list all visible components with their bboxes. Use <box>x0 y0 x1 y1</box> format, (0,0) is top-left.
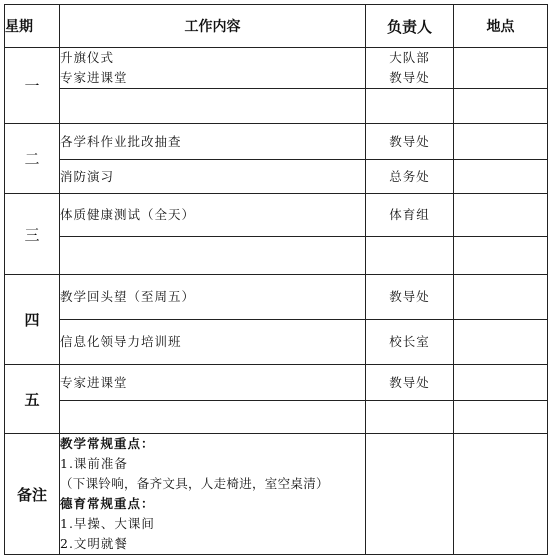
table-row <box>5 275 548 320</box>
work-cell <box>60 320 366 365</box>
remarks-row <box>5 434 548 555</box>
location-cell <box>454 160 548 194</box>
work-cell <box>60 401 366 434</box>
day-cell-fri: 五 <box>5 365 60 434</box>
work-cell <box>60 48 366 89</box>
remarks-line: 1.早操、大课间 <box>60 516 155 531</box>
remarks-heading-teaching: 教学常规重点： <box>60 436 155 451</box>
work-cell <box>60 124 366 160</box>
work-item: 升旗仪式 <box>60 50 115 65</box>
weekly-schedule-table <box>4 4 548 555</box>
responsible-item: 教导处 <box>389 70 430 85</box>
work-cell <box>60 194 366 237</box>
responsible-item: 体育组 <box>389 207 430 222</box>
responsible-item: 总务处 <box>389 168 430 184</box>
header-responsible: 负责人 <box>366 5 454 48</box>
table-row <box>5 160 548 194</box>
location-cell <box>454 320 548 365</box>
responsible-cell <box>366 237 454 275</box>
remarks-line: （下课铃响，备齐文具，人走椅进，室空桌清） <box>60 476 329 491</box>
location-cell <box>454 275 548 320</box>
location-cell <box>454 401 548 434</box>
work-cell <box>60 275 366 320</box>
responsible-cell <box>366 124 454 160</box>
location-cell <box>454 434 548 555</box>
table-row <box>5 194 548 237</box>
work-item: 各学科作业批改抽查 <box>60 133 182 149</box>
remarks-line: 2.文明就餐 <box>60 536 128 551</box>
work-cell <box>60 89 366 124</box>
location-cell <box>454 237 548 275</box>
work-item: 专家进课堂 <box>60 70 128 85</box>
header-location: 地点 <box>454 5 548 48</box>
day-cell-tue: 二 <box>5 124 60 194</box>
remarks-content <box>60 434 366 555</box>
table-row <box>5 237 548 275</box>
responsible-item: 校长室 <box>389 334 430 349</box>
table-row <box>5 89 548 124</box>
work-cell <box>60 365 366 401</box>
header-row <box>5 5 548 48</box>
day-cell-wed: 三 <box>5 194 60 275</box>
table-row <box>5 124 548 160</box>
day-cell-mon: 一 <box>5 48 60 124</box>
header-day: 星期 <box>5 5 60 48</box>
responsible-item: 教导处 <box>389 289 430 304</box>
day-cell-thu: 四 <box>5 275 60 365</box>
location-cell <box>454 194 548 237</box>
responsible-cell <box>366 89 454 124</box>
work-cell <box>60 237 366 275</box>
work-item: 信息化领导力培训班 <box>60 334 182 349</box>
work-item: 消防演习 <box>60 168 115 184</box>
responsible-item: 教导处 <box>389 133 430 149</box>
location-cell <box>454 89 548 124</box>
responsible-cell <box>366 160 454 194</box>
responsible-cell <box>366 320 454 365</box>
header-work-content: 工作内容 <box>60 5 366 48</box>
work-item: 教学回头望（至周五） <box>60 289 196 304</box>
responsible-cell <box>366 48 454 89</box>
responsible-cell <box>366 401 454 434</box>
remarks-line: 1.课前准备 <box>60 456 128 471</box>
responsible-cell <box>366 275 454 320</box>
responsible-cell <box>366 434 454 555</box>
work-item: 专家进课堂 <box>60 374 128 390</box>
work-item: 体质健康测试（全天） <box>60 207 196 222</box>
table-row <box>5 401 548 434</box>
table-row <box>5 320 548 365</box>
table-row <box>5 365 548 401</box>
location-cell <box>454 124 548 160</box>
responsible-item: 大队部 <box>389 50 430 65</box>
table-row <box>5 48 548 89</box>
location-cell <box>454 365 548 401</box>
location-cell <box>454 48 548 89</box>
remarks-label: 备注 <box>5 434 60 555</box>
remarks-heading-moral: 德育常规重点： <box>60 496 155 511</box>
responsible-item: 教导处 <box>389 374 430 390</box>
responsible-cell <box>366 194 454 237</box>
work-cell <box>60 160 366 194</box>
responsible-cell <box>366 365 454 401</box>
